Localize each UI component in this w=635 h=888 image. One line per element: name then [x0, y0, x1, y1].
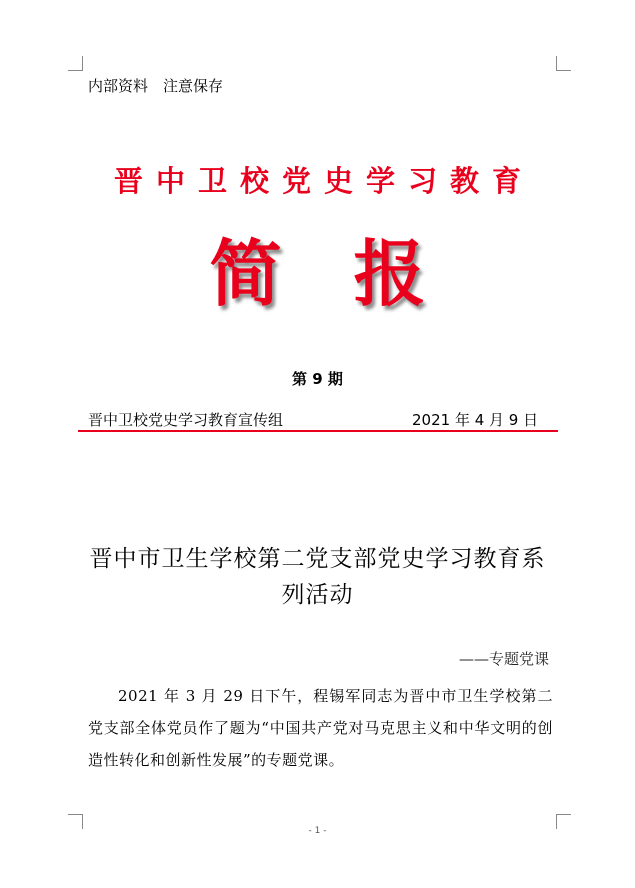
issue-number: 第 9 期: [292, 370, 343, 388]
article-title: 晋中市卫生学校第二党支部党史学习教育系列活动: [89, 546, 546, 608]
crop-mark-top-left: [68, 56, 83, 71]
issue-date: 2021 年 4 月 9 日: [412, 411, 539, 429]
page-number: - 1 -: [308, 826, 327, 836]
crop-mark-top-right: [556, 56, 571, 71]
article-paragraph: 2021 年 3 月 29 日下午，程锡军同志为晋中市卫生学校第二党支部全体党员作了题为“中国共产党对马克思主义和中华文明的创造性转化和创新性发展”的专题党课。: [88, 687, 553, 769]
article-subtitle: ——专题党课: [458, 650, 549, 668]
masthead-title: 晋中卫校党史学习教育: [113, 164, 534, 198]
organizer-name: 晋中卫校党史学习教育宣传组: [88, 411, 284, 429]
confidential-notice: 内部资料 注意保存: [88, 77, 224, 95]
header-divider: [78, 430, 558, 432]
bulletin-heading: 简 报: [209, 231, 426, 316]
